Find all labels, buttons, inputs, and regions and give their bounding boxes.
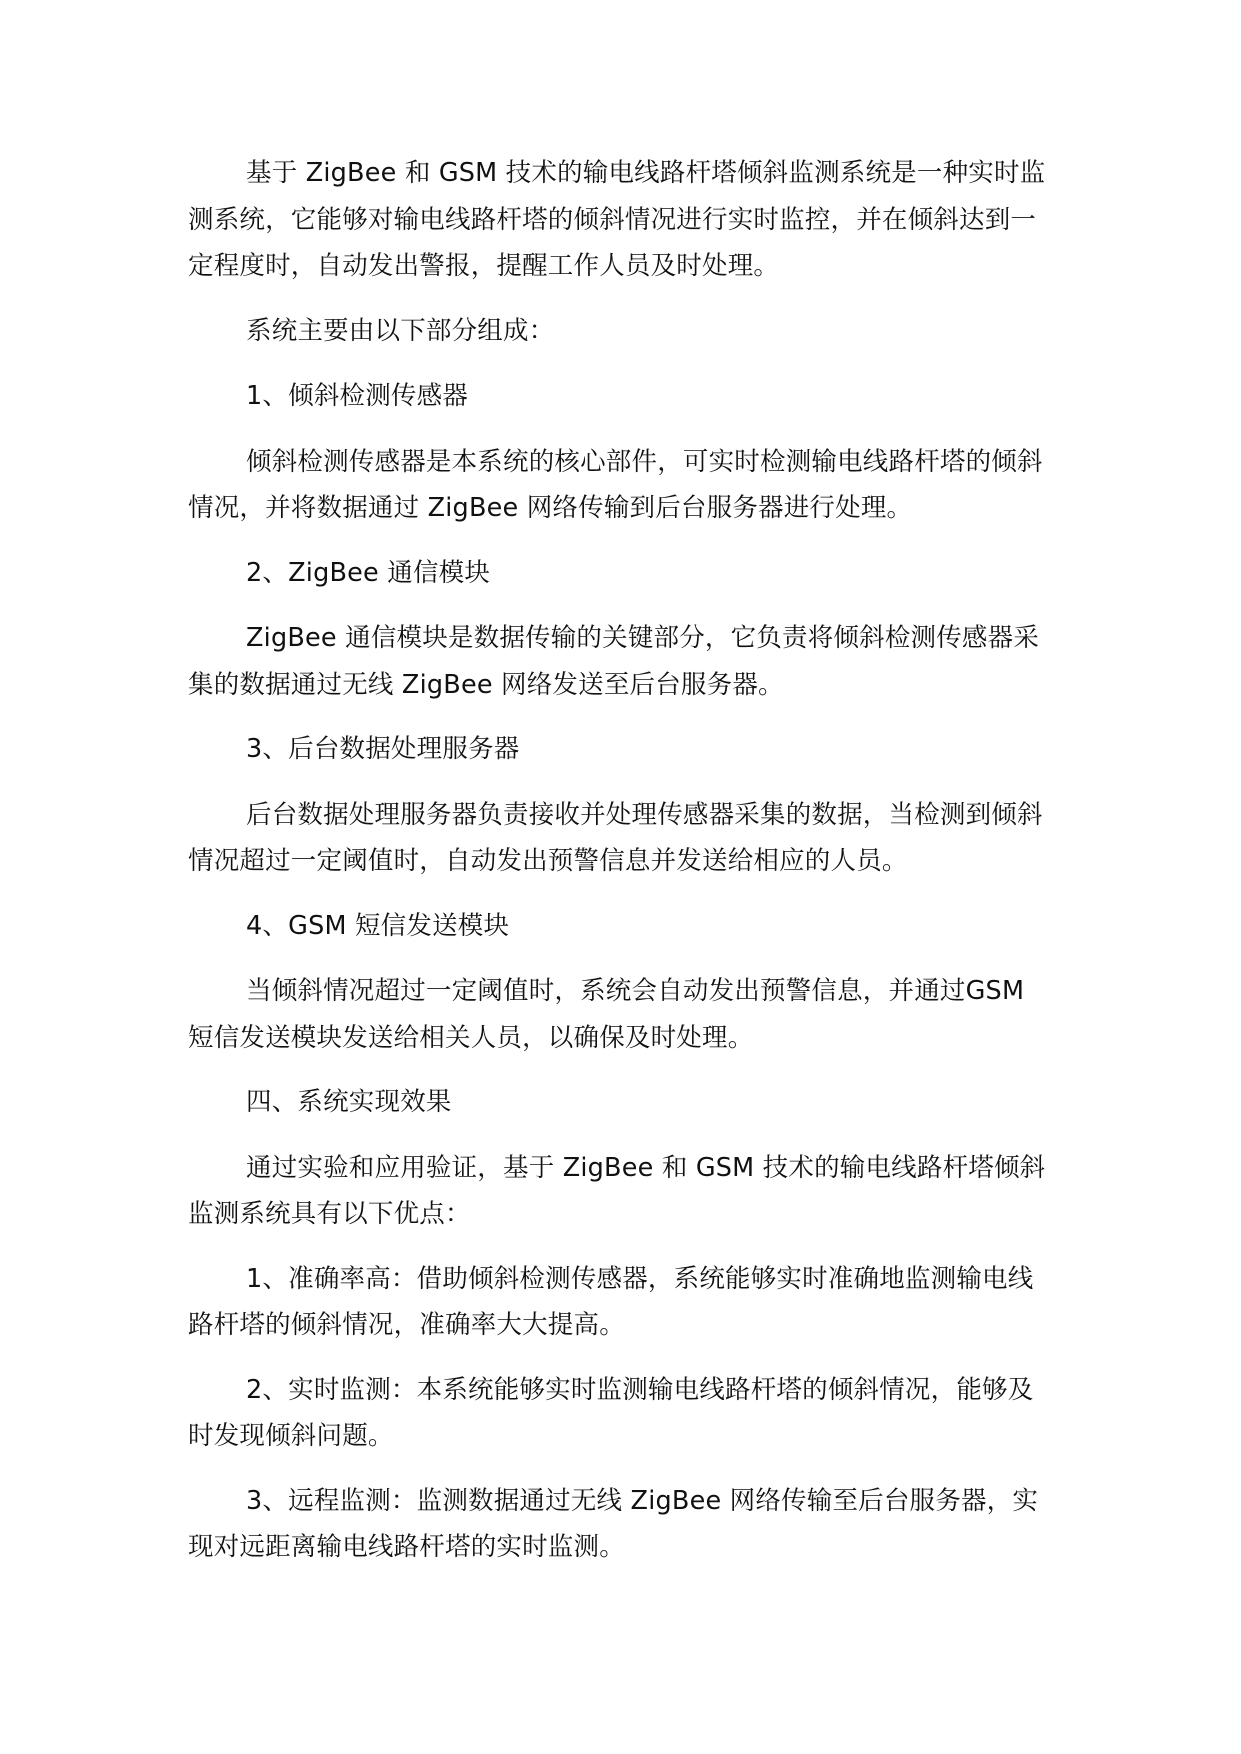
list-item-remote: 3、远程监测：监测数据通过无线 ZigBee 网络传输至后台服务器，实现对远距离输电线路杆塔的实时监测。 bbox=[188, 1485, 1039, 1562]
list-item-realtime: 2、实时监测：本系统能够实时监测输电线路杆塔的倾斜情况，能够及时发现倾斜问题。 bbox=[188, 1374, 1034, 1451]
section-heading-results: 四、系统实现效果 bbox=[246, 1087, 452, 1117]
paragraph-intro: 基于 ZigBee 和 GSM 技术的输电线路杆塔倾斜监测系统是一种实时监测系统，它能够对输电线路杆塔的倾斜情况进行实时监控，并在倾斜达到一定程度时，自动发出警报，提醒工作人员及时处理。 bbox=[188, 158, 1046, 281]
paragraph-results-intro: 通过实验和应用验证，基于 ZigBee 和 GSM 技术的输电线路杆塔倾斜监测系统具有以下优点： bbox=[188, 1152, 1046, 1229]
list-item-accuracy: 1、准确率高：借助倾斜检测传感器，系统能够实时准确地监测输电线路杆塔的倾斜情况，准确率大大提高。 bbox=[188, 1263, 1034, 1340]
paragraph-zigbee-module: ZigBee 通信模块是数据传输的关键部分，它负责将倾斜检测传感器采集的数据通过无线 ZigBee 网络发送至后台服务器。 bbox=[188, 623, 1040, 700]
section-heading-server: 3、后台数据处理服务器 bbox=[246, 734, 520, 764]
section-heading-tilt-sensor: 1、倾斜检测传感器 bbox=[246, 381, 469, 411]
paragraph-gsm-module: 当倾斜情况超过一定阈值时，系统会自动发出预警信息，并通过GSM 短信发送模块发送给相关人员，以确保及时处理。 bbox=[188, 976, 1025, 1053]
section-heading-gsm-module: 4、GSM 短信发送模块 bbox=[246, 910, 510, 941]
document-page bbox=[188, 150, 1058, 1589]
paragraph-tilt-sensor: 倾斜检测传感器是本系统的核心部件，可实时检测输电线路杆塔的倾斜情况，并将数据通过 ZigBee 网络传输到后台服务器进行处理。 bbox=[188, 446, 1043, 523]
paragraph-components-heading: 系统主要由以下部分组成： bbox=[246, 315, 555, 346]
paragraph-server: 后台数据处理服务器负责接收并处理传感器采集的数据，当检测到倾斜情况超过一定阈值时，自动发出预警信息并发送给相应的人员。 bbox=[188, 799, 1043, 876]
section-heading-zigbee-module: 2、ZigBee 通信模块 bbox=[246, 557, 491, 588]
